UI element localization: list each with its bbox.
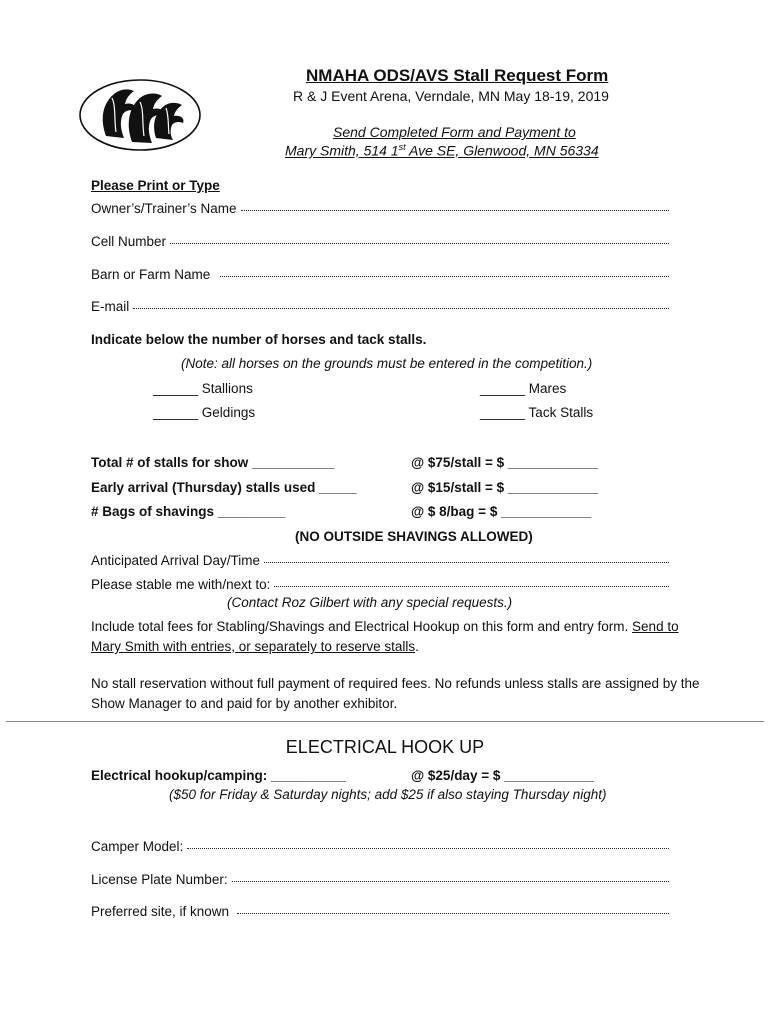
cell-number-line[interactable] [170, 233, 669, 244]
electrical-heading: ELECTRICAL HOOK UP [285, 737, 485, 757]
refund-policy-paragraph: No stall reservation without full payment of required fees. No refunds unless stalls are assigned by the Show Manager to and paid for by another exhibitor. [91, 676, 700, 711]
camper-model-line[interactable] [187, 838, 669, 849]
owner-name-label: Owner’s/Trainer’s Name [91, 201, 237, 216]
arrival-line[interactable] [264, 552, 669, 563]
shavings-bags-field[interactable]: # Bags of shavings _________ [91, 504, 286, 519]
preferred-site-field[interactable] [91, 904, 669, 919]
horse-logo [76, 76, 204, 154]
address-text-end: Ave SE, Glenwood, MN 56334 [405, 142, 599, 159]
address-superscript: st [398, 142, 406, 152]
barn-name-line[interactable] [220, 266, 669, 277]
barn-name-label: Barn or Farm Name [91, 267, 211, 282]
early-arrival-field[interactable]: Early arrival (Thursday) stalls used _____ [91, 480, 357, 495]
form-title: NMAHA ODS/AVS Stall Request Form [306, 66, 609, 85]
total-stalls-field[interactable]: Total # of stalls for show ___________ [91, 455, 335, 470]
horses-note: (Note: all horses on the grounds must be entered in the competition.) [181, 356, 593, 371]
arrival-field[interactable] [91, 553, 669, 568]
arrival-label: Anticipated Arrival Day/Time [91, 553, 261, 568]
geldings-field[interactable]: ______ Geldings [153, 405, 256, 420]
electrical-note: ($50 for Friday & Saturday nights; add $25 if also staying Thursday night) [169, 787, 607, 802]
owner-name-field[interactable] [91, 201, 669, 216]
total-stalls-amount[interactable]: @ $75/stall = $ ____________ [411, 455, 598, 470]
venue-line: R & J Event Arena, Verndale, MN May 18-19, 2019 [293, 88, 609, 104]
section-divider [6, 721, 764, 722]
shavings-amount[interactable]: @ $ 8/bag = $ ____________ [411, 504, 592, 519]
address-text: Mary Smith, 514 1 [285, 142, 399, 159]
camper-model-label: Camper Model: [91, 839, 184, 854]
license-plate-label: License Plate Number: [91, 872, 228, 887]
early-arrival-amount[interactable]: @ $15/stall = $ ____________ [411, 480, 598, 495]
special-requests-note: (Contact Roz Gilbert with any special requests.) [227, 595, 513, 610]
electrical-hookup-amount[interactable]: @ $25/day = $ ____________ [411, 768, 595, 783]
stable-with-line[interactable] [274, 576, 669, 587]
cell-number-label: Cell Number [91, 234, 167, 249]
horses-heading: Indicate below the number of horses and tack stalls. [91, 332, 427, 347]
email-line[interactable] [133, 298, 669, 309]
print-heading: Please Print or Type [91, 178, 220, 193]
no-outside-shavings: (NO OUTSIDE SHAVINGS ALLOWED) [295, 529, 533, 544]
email-label: E-mail [91, 299, 130, 314]
send-to-text: Send to Mary Smith with entries, or separately to reserve stalls [91, 619, 679, 654]
include-fees-text: Include total fees for Stabling/Shavings and Electrical Hookup on this form and entry form. [91, 619, 633, 634]
barn-name-field[interactable] [91, 267, 669, 282]
preferred-site-label: Preferred site, if known [91, 904, 230, 919]
mares-field[interactable]: ______ Mares [480, 381, 567, 396]
mailing-address [285, 142, 599, 159]
preferred-site-line[interactable] [237, 903, 669, 914]
stallions-field[interactable]: ______ Stallions [153, 381, 253, 396]
include-fees-paragraph [91, 617, 701, 657]
owner-name-line[interactable] [241, 200, 669, 211]
electrical-hookup-field[interactable]: Electrical hookup/camping: __________ [91, 768, 347, 783]
email-field[interactable] [91, 299, 669, 314]
camper-model-field[interactable] [91, 839, 669, 854]
send-instruction: Send Completed Form and Payment to [333, 124, 576, 140]
license-plate-line[interactable] [232, 871, 669, 882]
include-fees-period: . [415, 639, 419, 654]
tack-stalls-field[interactable]: ______ Tack Stalls [480, 405, 594, 420]
stable-with-field[interactable] [91, 577, 669, 592]
license-plate-field[interactable] [91, 872, 669, 887]
stable-with-label: Please stable me with/next to: [91, 577, 271, 592]
cell-number-field[interactable] [91, 234, 669, 249]
